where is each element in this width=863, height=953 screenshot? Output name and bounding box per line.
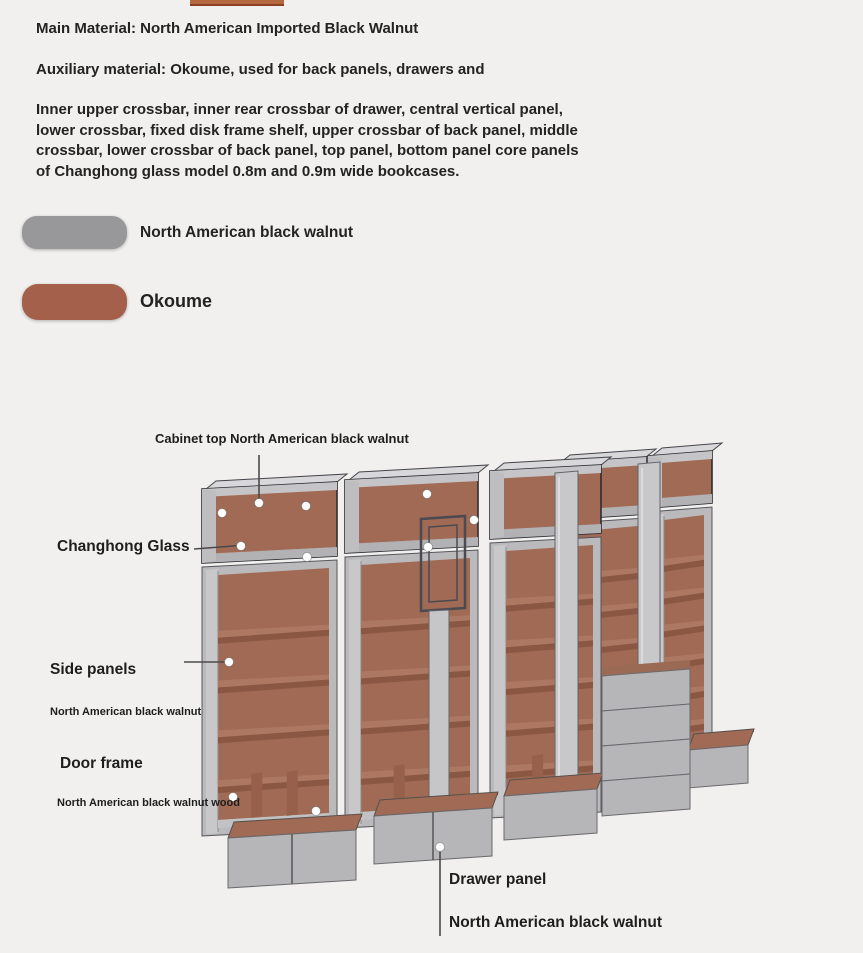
callout-dot <box>423 490 432 499</box>
callout-dot <box>255 499 264 508</box>
drawer-front-panel <box>688 745 748 788</box>
callout-door-frame: Door frame <box>60 755 143 772</box>
drawer-guide <box>251 772 262 818</box>
callout-cabinet-top: Cabinet top North American black walnut <box>155 431 409 446</box>
material-detail-text: Inner upper crossbar, inner rear crossbar of drawer, central vertical panel, lower crossbar, fixed disk frame shelf, upper crossbar of back panel, middle crossbar, lower crossbar of back panel, top panel, bottom panel core panels of Changhong glass model 0.8m and 0.9m wide bookcases. <box>36 101 579 180</box>
callout-dot <box>436 843 445 852</box>
callout-dot <box>470 516 479 525</box>
drawer-guide <box>287 770 298 816</box>
callout-side-panels: Side panels <box>50 661 137 678</box>
drawer-front-panel <box>504 789 597 840</box>
callout-dot <box>424 543 433 552</box>
callout-door-frame-material: North American black walnut wood <box>57 797 240 809</box>
main-material-text: Main Material: North American Imported Black Walnut <box>36 20 419 37</box>
side-panel-stile <box>206 569 218 834</box>
callout-drawer-panel: Drawer panel <box>449 871 547 888</box>
callout-side-panels-material: North American black walnut <box>50 706 202 718</box>
callout-dot <box>225 658 234 667</box>
callout-dot <box>237 542 246 551</box>
top-box-endcap <box>202 489 216 563</box>
auxiliary-material-text: Auxiliary material: Okoume, used for back panels, drawers and <box>36 61 485 78</box>
callout-dot <box>303 553 312 562</box>
top-box-endcap <box>345 480 359 553</box>
callout-drawer-panel-material: North American black walnut <box>449 914 663 931</box>
callout-dot <box>302 502 311 511</box>
okoume-swatch-label: Okoume <box>140 291 213 311</box>
side-panel-stile <box>349 559 361 826</box>
callout-changhong-glass: Changhong Glass <box>57 538 190 555</box>
callout-dot <box>312 807 321 816</box>
walnut-swatch-label: North American black walnut <box>140 224 354 241</box>
top-box-endcap <box>490 471 504 539</box>
drawer-stack-front <box>602 774 690 816</box>
callout-dot <box>218 509 227 518</box>
side-panel-stile <box>494 545 506 816</box>
